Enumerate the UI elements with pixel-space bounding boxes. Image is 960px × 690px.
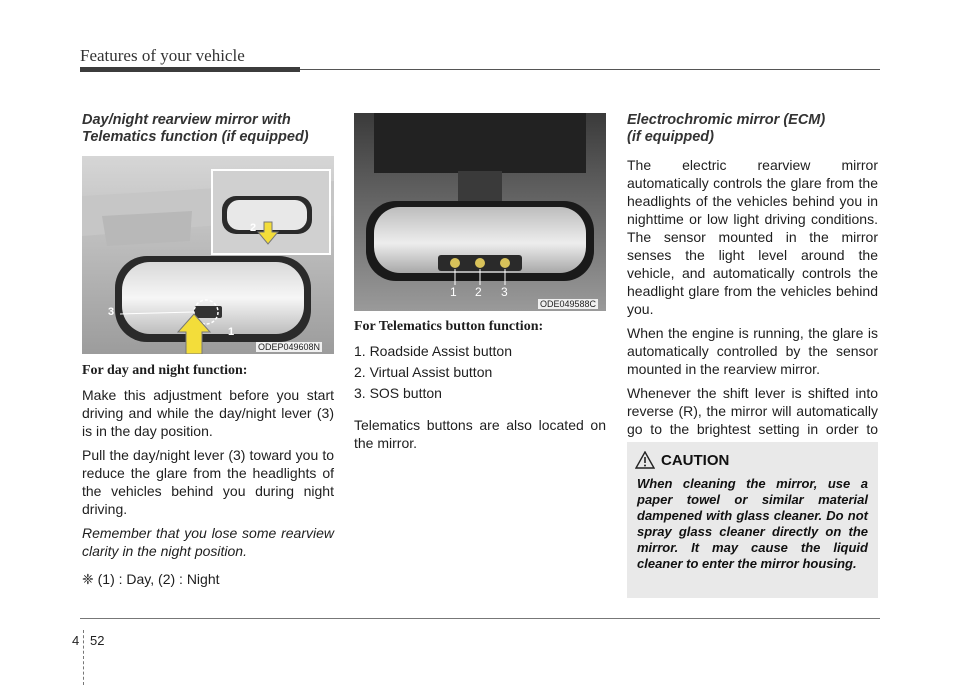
left-paragraph-2: Pull the day/night lever (3) toward you to reduce the glare from the headlights of the vehicles behind you during night driving. [82,447,334,517]
left-section-heading: Day/night rearview mirror with Telematics function (if equipped) [82,112,309,145]
page-number: 52 [90,633,105,648]
caution-body: When cleaning the mirror, use a paper towel or similar material dampened with glass cleaner. Do not spray glass cleaner directly on the mirror. It may cause the liquid cleaner to enter the mirror housing. [637,476,868,571]
image-code-left: ODEP049608N [258,342,321,352]
telematics-item-3: 3. SOS button [354,385,442,401]
left-heading-block [82,112,334,156]
callout-mid-2: 2 [475,285,482,299]
callout-2: 2 [250,222,257,234]
callout-3: 3 [108,306,115,318]
callout-1: 1 [228,326,235,338]
telematics-item-1: 1. Roadside Assist button [354,343,512,359]
middle-subheading: For Telematics button function: [354,319,544,334]
left-body [82,362,334,594]
telematics-item-2: 2. Virtual Assist button [354,364,493,380]
telematics-mirror-drawing [354,113,606,311]
telematics-mirror-illustration [354,113,606,311]
right-section-heading: Electrochromic mirror (ECM) (if equipped) [627,112,826,145]
footer-divider [83,630,84,685]
callout-mid-3: 3 [501,285,508,299]
right-paragraph-3: Whenever the shift lever is shifted into reverse (R), the mirror will automatically go to the brightest setting in order to [627,385,878,437]
middle-paragraph: Telematics buttons are also located on the mirror. [354,417,606,451]
warning-triangle-icon [635,451,655,469]
image-code-middle: ODE049588C [540,299,597,309]
header-rule-thick [80,67,300,72]
left-italic-note: Remember that you lose some rearview clarity in the night position. [82,525,334,559]
right-paragraph-1: The electric rearview mirror automatically controls the glare from the headlights of the vehicles behind you in nighttime or low light driving conditions. The sensor mounted in the mirror senses the light level around the vehicle, and automatically controls the headlight glare from the vehicles behind you. [627,157,878,317]
chapter-number: 4 [72,633,80,648]
left-footnote: ❈ (1) : Day, (2) : Night [82,571,220,587]
page-header-title: Features of your vehicle [80,46,245,65]
footer-rule [80,618,880,619]
mirror-lever-illustration [82,156,334,354]
mirror-lever-drawing [82,156,334,354]
right-body [627,112,878,480]
right-paragraph-2: When the engine is running, the glare is automatically controlled by the sensor mounted in the rearview mirror. [627,325,878,377]
header-rule-thin [300,69,880,70]
left-subheading: For day and night function: [82,363,248,378]
callout-mid-1: 1 [450,285,457,299]
caution-box [627,442,878,598]
middle-body [354,318,606,458]
caution-title: CAUTION [661,452,730,469]
left-paragraph-1: Make this adjustment before you start driving and while the day/night lever (3) is in the day position. [82,387,334,439]
